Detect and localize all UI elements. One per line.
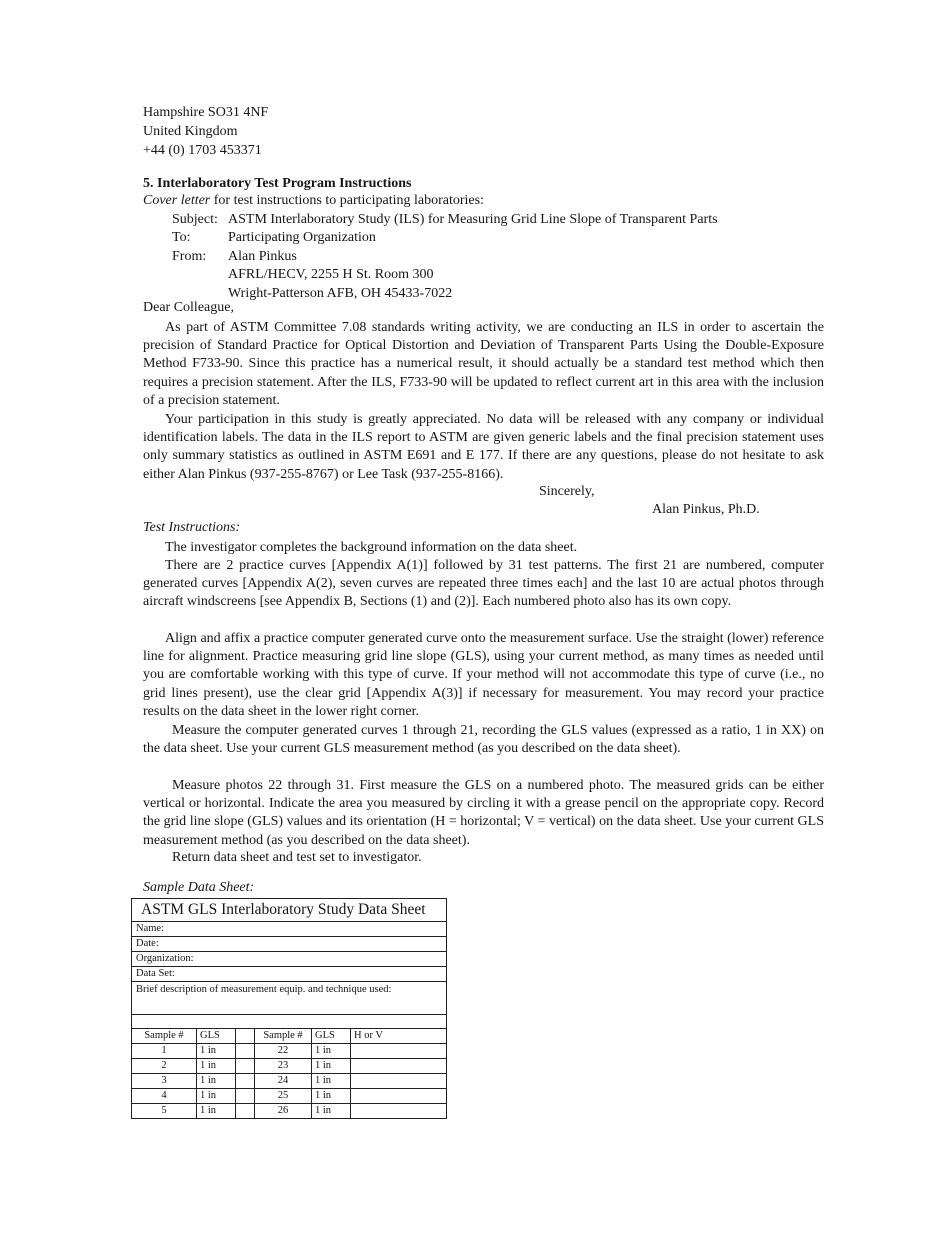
address-line: +44 (0) 1703 453371: [143, 143, 262, 158]
cover-letter-label: Cover letter: [143, 193, 211, 208]
data-sheet-date-field: Date:: [132, 937, 446, 952]
sample-data-sheet: [131, 898, 447, 1119]
letter-paragraph-1: As part of ASTM Committee 7.08 standards writing activity, we are conducting an ILS in order to ascertain the precision of Standard Practice for Optical Distortion and Deviation of Transparent Parts Using the Double-Exposure Method F733-90. Since this practice has a numerical result, it should actually be a standard test method which then requires a precision statement. After the ILS, F733-90 will be updated to reflect current art in this area with the inclusion of a precision statement.: [143, 320, 824, 408]
table-cell: [236, 1059, 255, 1074]
table-cell: 1 in: [197, 1059, 236, 1074]
header-cell: [236, 1029, 255, 1044]
sample-data-sheet-caption: Sample Data Sheet:: [143, 880, 255, 895]
table-cell: 1 in: [197, 1044, 236, 1059]
table-row: [132, 1089, 446, 1104]
table-row: [132, 1044, 446, 1059]
address-line: Hampshire SO31 4NF: [143, 105, 269, 120]
sender-address: [143, 103, 268, 160]
letter-paragraph-2: Your participation in this study is greatly appreciated. No data will be released with any company or individual identification labels. The data in the ILS report to ASTM are given generic labels and the final precision statement uses only summary statistics as outlined in ASTM E691 and E 177. If there are any questions, please do not hesitate to ask either Alan Pinkus (937-255-8767) or Lee Task (937-255-8166).: [143, 412, 824, 482]
instruction-paragraph-2: There are 2 practice curves [Appendix A(1)] followed by 31 test patterns. The first 21 are numbered, computer generated curves [Appendix A(2), seven curves are repeated three times each] and the last 10 are actual photos through aircraft windscreens [see Appendix B, Sections (1) and (2)]. Each numbered photo also has its own copy.: [143, 558, 824, 610]
table-cell: [351, 1074, 447, 1089]
memo-subject-row: [172, 211, 718, 229]
table-cell: [351, 1059, 447, 1074]
table-header-row: [132, 1029, 446, 1044]
memo-from-label: From:: [172, 248, 207, 264]
instruction-paragraph-5: Measure photos 22 through 31. First measure the GLS on a numbered photo. The measured grids can be either vertical or horizontal. Indicate the area you measured by circling it with a grease pencil on the appropriate copy. Record the grid line slope (GLS) values and its orientation (H = horizontal; V = vertical) on the data sheet. Use your current GLS measurement method (as you described on the data sheet).: [143, 778, 824, 848]
address-line: United Kingdom: [143, 124, 238, 139]
memo-from-row: [172, 248, 718, 266]
table-row: [132, 1104, 446, 1119]
table-cell: 26: [255, 1104, 312, 1119]
table-cell: [236, 1044, 255, 1059]
section-title: 5. Interlaboratory Test Program Instructions: [143, 176, 412, 191]
memo-to-row: [172, 229, 718, 247]
memo-subject: ASTM Interlaboratory Study (ILS) for Measuring Grid Line Slope of Transparent Parts: [228, 212, 718, 227]
table-cell: 2: [132, 1059, 197, 1074]
table-cell: [236, 1089, 255, 1104]
memo-to: Participating Organization: [228, 230, 376, 246]
table-cell: 3: [132, 1074, 197, 1089]
table-cell: 1 in: [197, 1089, 236, 1104]
data-sheet-name-field: Name:: [132, 922, 446, 937]
instruction-paragraph-6: Return data sheet and test set to investigator.: [172, 850, 422, 865]
header-cell: Sample #: [132, 1029, 197, 1044]
table-row: [132, 1074, 446, 1089]
header-cell: GLS: [197, 1029, 236, 1044]
data-sheet-organization-field: Organization:: [132, 952, 446, 967]
table-cell: 1 in: [312, 1089, 351, 1104]
table-cell: [236, 1074, 255, 1089]
table-cell: 1 in: [197, 1074, 236, 1089]
data-sheet-table: [132, 1029, 446, 1118]
data-sheet-dataset-field: Data Set:: [132, 967, 446, 982]
table-cell: [351, 1089, 447, 1104]
table-cell: 22: [255, 1044, 312, 1059]
letter-greeting: Dear Colleague,: [143, 300, 234, 315]
table-cell: 1 in: [312, 1044, 351, 1059]
table-row: [132, 1059, 446, 1074]
memo-subject-label: Subject:: [172, 212, 218, 227]
instruction-paragraph-4: Measure the computer generated curves 1 through 21, recording the GLS values (expressed as a ratio, 1 in XX) on the data sheet. Use your current GLS measurement method (as you described on the data sheet).: [143, 723, 824, 757]
table-cell: 5: [132, 1104, 197, 1119]
header-cell: H or V: [351, 1029, 447, 1044]
memo-header: [172, 211, 718, 303]
table-cell: 1 in: [312, 1074, 351, 1089]
data-sheet-title: ASTM GLS Interlaboratory Study Data Sheet: [132, 899, 446, 922]
memo-from-address-1: AFRL/HECV, 2255 H St. Room 300: [228, 267, 434, 283]
memo-from-name: Alan Pinkus: [228, 248, 297, 264]
table-cell: 24: [255, 1074, 312, 1089]
table-cell: 1 in: [197, 1104, 236, 1119]
test-instructions-heading: Test Instructions:: [143, 520, 241, 535]
table-cell: 1 in: [312, 1059, 351, 1074]
header-cell: GLS: [312, 1029, 351, 1044]
instruction-paragraph-3: Align and affix a practice computer generated curve onto the measurement surface. Use the straight (lower) reference line for alignment. Practice measuring grid line slope (GLS), using your current method, as many times as needed until you are comfortable working with this type of curve. If your method will not accommodate this type of curve (i.e., no grid lines present), use the clear grid [Appendix A(3)] if necessary for measurement. You may record your practice results on the data sheet in the lower right corner.: [143, 631, 824, 719]
table-cell: 4: [132, 1089, 197, 1104]
table-cell: [351, 1104, 447, 1119]
table-cell: 1: [132, 1044, 197, 1059]
memo-from-address-2: Wright-Patterson AFB, OH 45433-7022: [228, 285, 453, 301]
letter-signer: Alan Pinkus, Ph.D.: [652, 502, 760, 517]
table-cell: [236, 1104, 255, 1119]
table-cell: [351, 1044, 447, 1059]
cover-letter-intro: [143, 193, 484, 209]
memo-to-label: To:: [172, 230, 191, 246]
table-cell: 1 in: [312, 1104, 351, 1119]
header-cell: Sample #: [255, 1029, 312, 1044]
table-cell: 25: [255, 1089, 312, 1104]
table-cell: 23: [255, 1059, 312, 1074]
letter-closing: Sincerely,: [539, 484, 595, 499]
data-sheet-description-field: Brief description of measurement equip. and technique used:: [132, 982, 446, 1015]
cover-letter-rest: for test instructions to participating laboratories:: [210, 193, 484, 208]
data-sheet-spacer: [132, 1015, 446, 1029]
instruction-paragraph-1: The investigator completes the background information on the data sheet.: [165, 540, 578, 555]
